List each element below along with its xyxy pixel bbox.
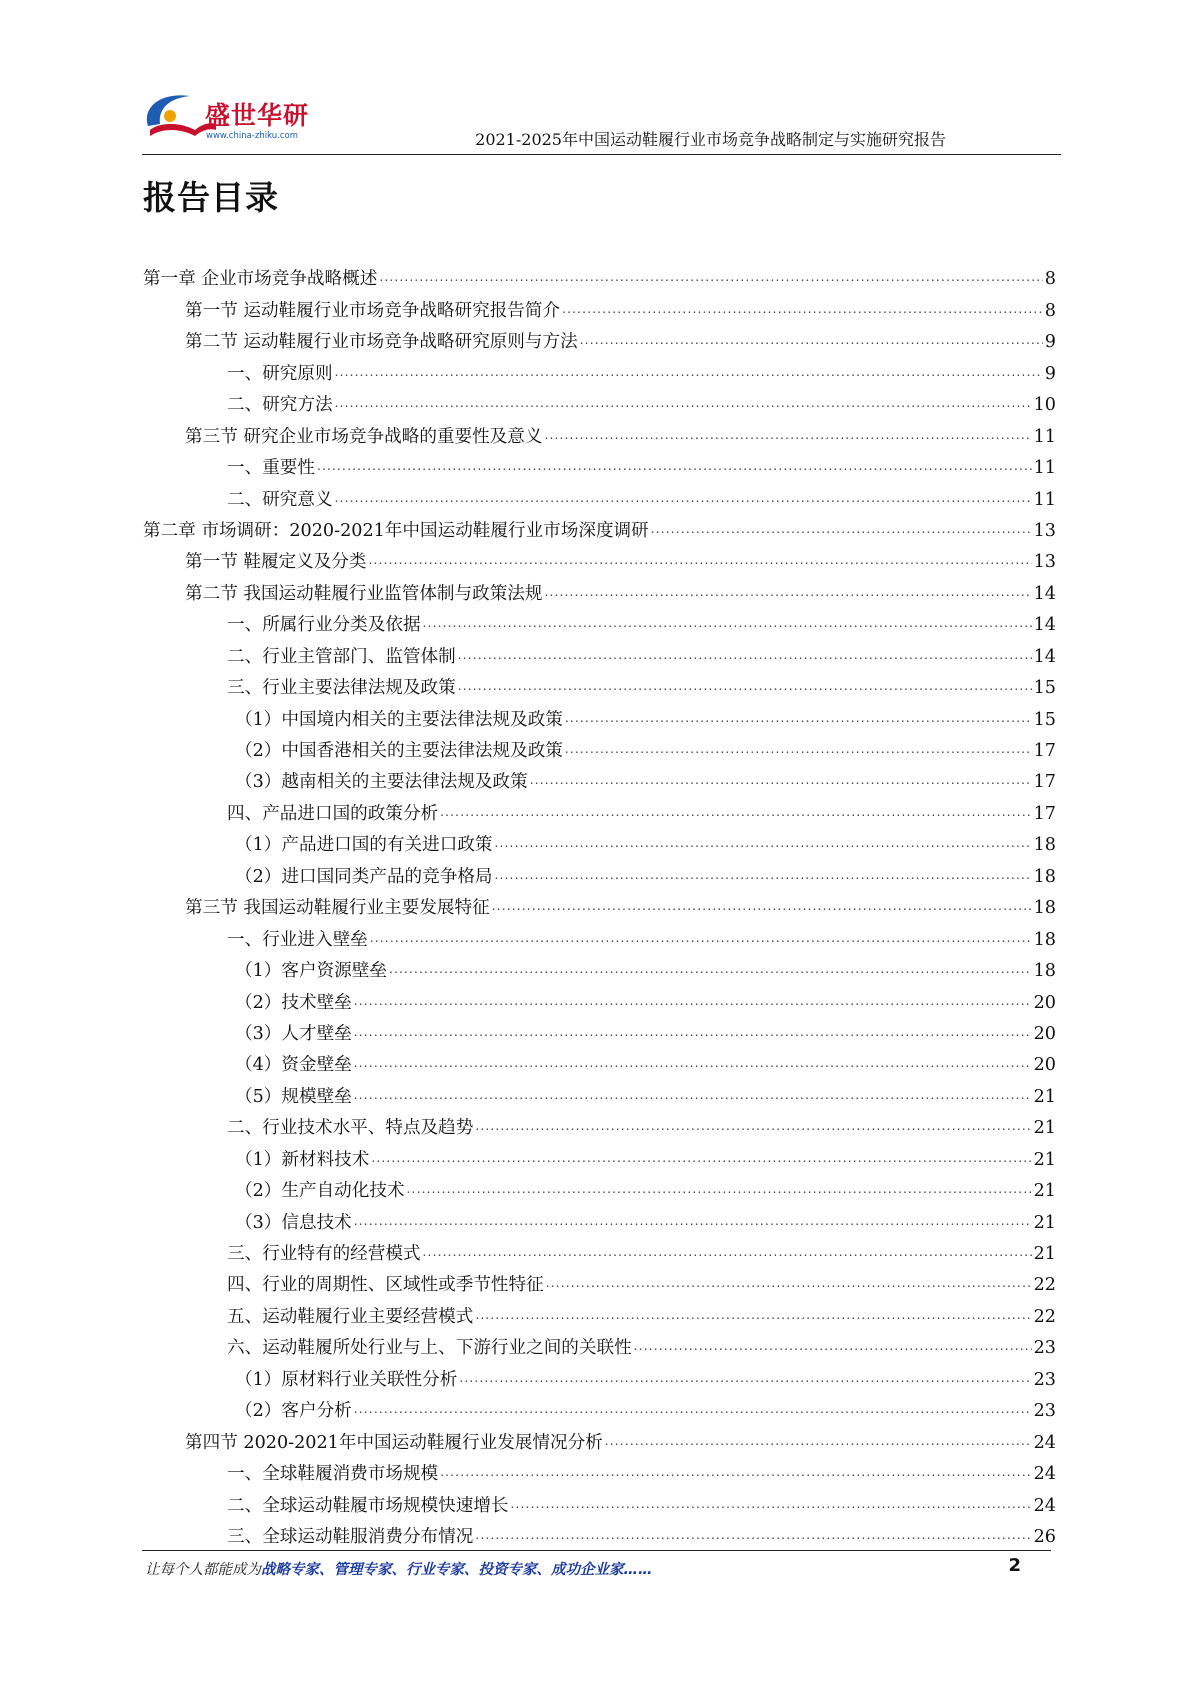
toc-entry-label: 五、运动鞋履行业主要经营模式 — [227, 1306, 474, 1327]
logo-text: 盛世华研 — [205, 101, 310, 130]
toc-leader-dots — [407, 1178, 1032, 1200]
toc-entry-label: 第二章 市场调研：2020-2021年中国运动鞋履行业市场深度调研 — [143, 520, 649, 541]
toc-entry-page: 23 — [1033, 1369, 1056, 1390]
toc-entry[interactable] — [143, 576, 1056, 607]
toc-entry-label: 一、所属行业分类及依据 — [227, 615, 421, 636]
toc-leader-dots — [354, 1210, 1032, 1232]
toc-entry-label: 二、行业主管部门、监管体制 — [227, 646, 456, 667]
toc-leader-dots — [475, 1115, 1031, 1137]
toc-entry-page: 17 — [1033, 772, 1056, 793]
toc-leader-dots — [389, 958, 1032, 980]
toc-leader-dots — [335, 392, 1032, 414]
toc-entry-page: 24 — [1033, 1495, 1056, 1516]
toc-leader-dots — [634, 1335, 1032, 1357]
toc-entry[interactable] — [143, 1394, 1056, 1425]
toc-entry-page: 18 — [1033, 898, 1056, 919]
footer-divider — [142, 1550, 1051, 1551]
toc-entry-label: 二、行业技术水平、特点及趋势 — [227, 1118, 474, 1139]
toc-entry[interactable] — [143, 1048, 1056, 1079]
toc-entry-page: 18 — [1033, 929, 1056, 950]
toc-entry-label: 第一节 运动鞋履行业市场竞争战略研究报告简介 — [185, 300, 561, 321]
toc-entry[interactable] — [143, 954, 1056, 985]
toc-entry-page: 11 — [1033, 458, 1056, 479]
toc-entry[interactable] — [143, 702, 1056, 733]
toc-leader-dots — [605, 1430, 1032, 1452]
toc-entry[interactable] — [143, 859, 1056, 890]
toc-entry[interactable] — [143, 1488, 1056, 1519]
toc-leader-dots — [492, 895, 1032, 917]
toc-entry-label: 第一章 企业市场竞争战略概述 — [143, 269, 378, 290]
toc-entry-page: 18 — [1033, 961, 1056, 982]
toc-entry[interactable] — [143, 922, 1056, 953]
toc-entry-page: 18 — [1033, 835, 1056, 856]
toc-entry-page: 13 — [1033, 520, 1056, 541]
toc-entry[interactable] — [143, 1362, 1056, 1393]
toc-entry-label: （4）资金壁垒 — [235, 1055, 352, 1076]
toc-entry-page: 26 — [1033, 1526, 1056, 1547]
toc-entry-label: （1）产品进口国的有关进口政策 — [235, 835, 493, 856]
toc-leader-dots — [423, 1241, 1032, 1263]
toc-leader-dots — [354, 990, 1032, 1012]
toc-leader-dots — [580, 329, 1043, 351]
logo-url: www.china-zhiku.com — [206, 131, 298, 141]
toc-leader-dots — [495, 832, 1032, 854]
toc-entry-page: 21 — [1033, 1149, 1056, 1170]
toc-entry[interactable] — [143, 514, 1056, 545]
toc-entry[interactable] — [143, 765, 1056, 796]
toc-entry-label: 第二节 我国运动鞋履行业监管体制与政策法规 — [185, 583, 543, 604]
toc-entry[interactable] — [143, 671, 1056, 702]
toc-leader-dots — [495, 864, 1032, 886]
table-of-contents — [143, 262, 1056, 1551]
toc-entry-label: 一、行业进入壁垒 — [227, 929, 368, 950]
toc-leader-dots — [511, 1493, 1032, 1515]
toc-entry-label: （5）规模壁垒 — [235, 1086, 352, 1107]
toc-leader-dots — [423, 612, 1032, 634]
toc-entry-page: 13 — [1033, 552, 1056, 573]
toc-entry[interactable] — [143, 1457, 1056, 1488]
toc-leader-dots — [458, 644, 1032, 666]
toc-entry-label: （3）人才壁垒 — [235, 1023, 352, 1044]
toc-entry-label: 四、行业的周期性、区域性或季节性特征 — [227, 1275, 544, 1296]
toc-entry[interactable] — [143, 891, 1056, 922]
toc-entry[interactable] — [143, 1237, 1056, 1268]
toc-entry-page: 17 — [1033, 803, 1056, 824]
toc-leader-dots — [379, 266, 1042, 288]
toc-entry[interactable] — [143, 419, 1056, 450]
toc-leader-dots — [475, 1524, 1031, 1546]
toc-leader-dots — [562, 298, 1043, 320]
toc-entry[interactable] — [143, 1331, 1056, 1362]
toc-entry-page: 15 — [1033, 678, 1056, 699]
toc-entry-page: 24 — [1033, 1464, 1056, 1485]
toc-leader-dots — [335, 361, 1043, 383]
toc-entry-page: 23 — [1033, 1401, 1056, 1422]
toc-entry-label: （3）越南相关的主要法律法规及政策 — [235, 772, 528, 793]
toc-leader-dots — [651, 518, 1032, 540]
toc-entry-label: 第三节 研究企业市场竞争战略的重要性及意义 — [185, 426, 543, 447]
footer-slogan-highlight: 战略专家、管理专家、行业专家、投资专家、成功企业家…… — [261, 1562, 653, 1578]
toc-entry[interactable] — [143, 1111, 1056, 1142]
footer-slogan-prefix: 让每个人都能成为 — [145, 1562, 261, 1578]
toc-entry-label: （1）原材料行业关联性分析 — [235, 1369, 458, 1390]
toc-entry-page: 21 — [1033, 1118, 1056, 1139]
toc-leader-dots — [317, 455, 1032, 477]
toc-entry-page: 11 — [1033, 426, 1056, 447]
toc-entry-label: 二、研究方法 — [227, 395, 333, 416]
toc-entry[interactable] — [143, 1142, 1056, 1173]
toc-entry-label: （2）客户分析 — [235, 1401, 352, 1422]
toc-leader-dots — [440, 801, 1031, 823]
toc-leader-dots — [371, 1147, 1031, 1169]
toc-entry-label: 一、研究原则 — [227, 363, 333, 384]
toc-entry[interactable] — [143, 1174, 1056, 1205]
toc-entry-label: 第四节 2020-2021年中国运动鞋履行业发展情况分析 — [185, 1432, 603, 1453]
toc-entry-label: （2）中国香港相关的主要法律法规及政策 — [235, 741, 563, 761]
toc-entry-page: 17 — [1033, 741, 1056, 761]
report-title: 2021-2025年中国运动鞋履行业市场竞争战略制定与实施研究报告 — [475, 130, 946, 149]
page-number: 2 — [1008, 1555, 1021, 1576]
toc-entry-page: 21 — [1033, 1181, 1056, 1202]
toc-entry[interactable] — [143, 608, 1056, 639]
toc-entry-page: 14 — [1033, 615, 1056, 636]
toc-entry-label: 二、研究意义 — [227, 489, 333, 510]
toc-entry-label: 第三节 我国运动鞋履行业主要发展特征 — [185, 898, 490, 919]
toc-leader-dots — [370, 927, 1032, 949]
toc-entry-page: 24 — [1033, 1432, 1056, 1453]
toc-entry[interactable] — [143, 1425, 1056, 1456]
toc-entry[interactable] — [143, 828, 1056, 859]
toc-entry[interactable] — [143, 325, 1056, 356]
toc-entry-label: 三、全球运动鞋服消费分布情况 — [227, 1526, 474, 1547]
toc-entry-page: 8 — [1044, 300, 1056, 321]
toc-entry[interactable] — [143, 545, 1056, 576]
toc-entry-label: （3）信息技术 — [235, 1212, 352, 1233]
toc-leader-dots — [440, 1461, 1031, 1483]
toc-leader-dots — [369, 549, 1032, 571]
toc-leader-dots — [546, 1272, 1032, 1294]
toc-entry[interactable] — [143, 262, 1056, 293]
toc-entry-label: （2）进口国同类产品的竞争格局 — [235, 866, 493, 887]
toc-entry[interactable] — [143, 1017, 1056, 1048]
toc-leader-dots — [335, 487, 1032, 509]
toc-entry[interactable] — [143, 639, 1056, 670]
toc-leader-dots — [458, 675, 1032, 697]
toc-entry-label: 第一节 鞋履定义及分类 — [185, 552, 367, 573]
toc-leader-dots — [530, 769, 1032, 791]
toc-entry-label: （1）客户资源壁垒 — [235, 961, 387, 982]
toc-entry-page: 21 — [1033, 1212, 1056, 1233]
toc-entry-label: （1）中国境内相关的主要法律法规及政策 — [235, 709, 563, 730]
toc-entry-label: （2）技术壁垒 — [235, 992, 352, 1013]
toc-entry-page: 20 — [1033, 1055, 1056, 1076]
toc-leader-dots — [475, 1304, 1031, 1326]
toc-leader-dots — [565, 738, 1032, 760]
footer-slogan — [145, 1558, 653, 1579]
toc-entry[interactable] — [143, 482, 1056, 513]
toc-entry-label: 三、行业特有的经营模式 — [227, 1244, 421, 1264]
toc-entry[interactable] — [143, 1205, 1056, 1236]
toc-entry[interactable] — [143, 451, 1056, 482]
toc-entry[interactable] — [143, 734, 1056, 765]
toc-entry-page: 21 — [1033, 1086, 1056, 1107]
toc-entry[interactable] — [143, 1520, 1056, 1551]
toc-entry-label: 一、重要性 — [227, 458, 315, 479]
toc-entry[interactable] — [143, 1299, 1056, 1330]
toc-entry-page: 14 — [1033, 583, 1056, 604]
toc-entry[interactable] — [143, 356, 1056, 387]
page-title: 报告目录 — [143, 178, 279, 217]
toc-entry-page: 21 — [1033, 1244, 1056, 1264]
toc-entry[interactable] — [143, 1079, 1056, 1110]
toc-entry-page: 14 — [1033, 646, 1056, 667]
toc-entry-page: 23 — [1033, 1338, 1056, 1359]
toc-leader-dots — [354, 1084, 1032, 1106]
toc-entry-page: 11 — [1033, 489, 1056, 510]
toc-entry[interactable] — [143, 796, 1056, 827]
toc-entry-label: 第二节 运动鞋履行业市场竞争战略研究原则与方法 — [185, 332, 578, 353]
toc-entry-page: 15 — [1033, 709, 1056, 730]
toc-leader-dots — [544, 581, 1031, 603]
toc-entry[interactable] — [143, 388, 1056, 419]
header-divider — [142, 154, 1061, 155]
toc-entry-label: 四、产品进口国的政策分析 — [227, 803, 439, 824]
toc-entry-page: 18 — [1033, 866, 1056, 887]
toc-entry-label: 二、全球运动鞋履市场规模快速增长 — [227, 1495, 509, 1516]
toc-entry-label: 三、行业主要法律法规及政策 — [227, 678, 456, 699]
toc-entry[interactable] — [143, 1268, 1056, 1299]
toc-entry-label: 一、全球鞋履消费市场规模 — [227, 1464, 439, 1485]
toc-entry-page: 22 — [1033, 1306, 1056, 1327]
toc-leader-dots — [354, 1052, 1032, 1074]
toc-entry[interactable] — [143, 293, 1056, 324]
toc-entry-page: 22 — [1033, 1275, 1056, 1296]
toc-leader-dots — [565, 707, 1032, 729]
toc-entry-label: （2）生产自动化技术 — [235, 1181, 405, 1202]
toc-entry-page: 20 — [1033, 992, 1056, 1013]
toc-entry[interactable] — [143, 985, 1056, 1016]
toc-leader-dots — [354, 1021, 1032, 1043]
toc-entry-label: 六、运动鞋履所处行业与上、下游行业之间的关联性 — [227, 1338, 632, 1359]
toc-leader-dots — [459, 1367, 1031, 1389]
toc-leader-dots — [354, 1398, 1032, 1420]
toc-entry-page: 9 — [1044, 363, 1056, 384]
toc-leader-dots — [544, 424, 1031, 446]
toc-entry-page: 9 — [1044, 332, 1056, 353]
toc-entry-label: （1）新材料技术 — [235, 1149, 370, 1170]
toc-entry-page: 8 — [1044, 269, 1056, 290]
toc-entry-page: 10 — [1033, 395, 1056, 416]
toc-entry-page: 20 — [1033, 1023, 1056, 1044]
